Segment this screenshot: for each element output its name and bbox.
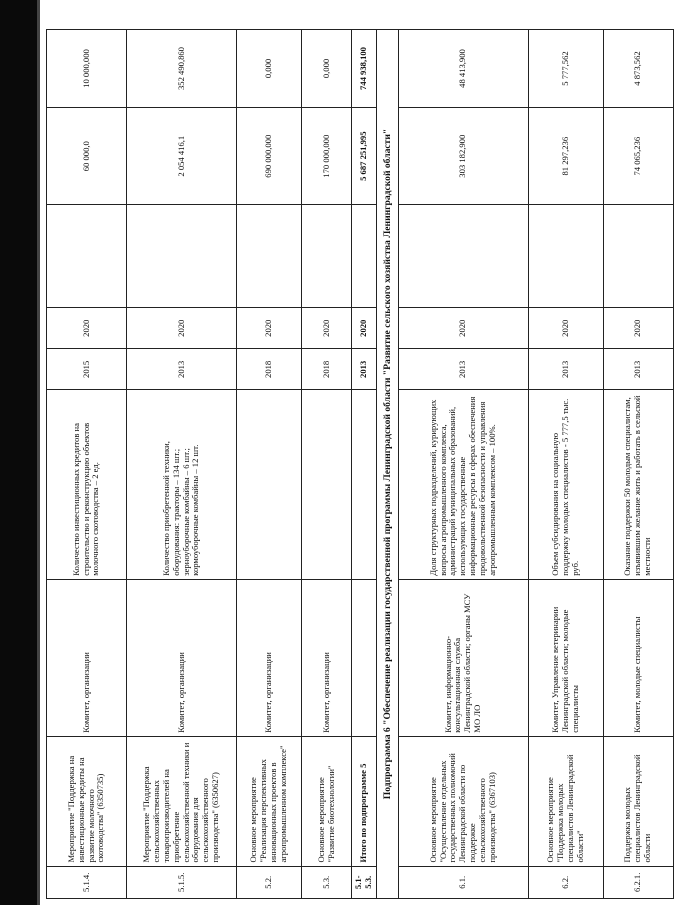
value-year: 352 490,860 — [127, 30, 237, 108]
table-row — [603, 30, 673, 899]
executor: Комитет, организации — [47, 579, 127, 736]
value-year: 48 413,900 — [398, 30, 528, 108]
value-total: 170 000,000 — [302, 108, 352, 205]
empty-cell — [603, 205, 673, 308]
end-year: 2020 — [237, 308, 302, 349]
executor: Комитет, молодые специалисты — [603, 579, 673, 736]
activity-name: Основное мероприятие "Осуществление отдельных государственных полномочий Ленинградской области по поддержке сельскохозяйственного производства" (6367103) — [398, 736, 528, 866]
value-total: 74 065,236 — [603, 108, 673, 205]
start-year: 2015 — [47, 349, 127, 390]
row-number: 5.1-5.3. — [352, 866, 377, 898]
row-number: 5.2. — [237, 866, 302, 898]
value-year: 744 938,100 — [352, 30, 377, 108]
section-title: Подпрограмма 6 "Обеспечение реализации государственной программы Ленинградской области "Развитие сельского хозяйства Ленинградской области" — [376, 30, 398, 899]
value-total: 2 054 416,1 — [127, 108, 237, 205]
indicator — [237, 390, 302, 579]
empty-cell — [352, 579, 377, 736]
value-total: 60 000,0 — [47, 108, 127, 205]
indicator: Объем субсидирования на социальную поддержку молодых специалистов - 5 777,5 тыс. руб. — [528, 390, 603, 579]
indicator: Количество приобретенной техники, оборудования: тракторы – 134 шт.; зерноуборочные комбайны – 6 шт.; кормоуборочные комбайны – 12 шт. — [127, 390, 237, 579]
row-number: 6.2.1. — [603, 866, 673, 898]
value-year: 4 873,562 — [603, 30, 673, 108]
end-year: 2020 — [603, 308, 673, 349]
empty-cell — [528, 205, 603, 308]
start-year: 2018 — [237, 349, 302, 390]
table-row — [237, 30, 302, 899]
start-year: 2013 — [603, 349, 673, 390]
end-year: 2020 — [528, 308, 603, 349]
subtotal-row — [352, 30, 377, 899]
scan-margin — [0, 0, 37, 905]
section-header-row — [376, 30, 398, 899]
row-number: 6.2. — [528, 866, 603, 898]
row-number: 5.1.5. — [127, 866, 237, 898]
executor: Комитет, Управление ветеринарии Ленинградской области; молодые специалисты — [528, 579, 603, 736]
value-year: 10 000,000 — [47, 30, 127, 108]
activity-name: Основное мероприятие "Поддержка молодых специалистов Ленинградской области" — [528, 736, 603, 866]
table-row — [398, 30, 528, 899]
value-total: 81 297,236 — [528, 108, 603, 205]
row-number: 5.1.4. — [47, 866, 127, 898]
activity-name: Мероприятие "Поддержка сельскохозяйственных товаропроизводителей на приобретение сельскохозяйственной техники и оборудования для сельскохозяйственного производства" (6350627) — [127, 736, 237, 866]
subtotal-label: Итого по подпрограмме 5 — [352, 736, 377, 866]
end-year: 2020 — [47, 308, 127, 349]
empty-cell — [352, 390, 377, 579]
empty-cell — [302, 205, 352, 308]
row-number: 5.3. — [302, 866, 352, 898]
table-row — [302, 30, 352, 899]
activity-name: Мероприятие "Поддержка на инвестиционные кредиты на развитие молочного скотоводства" (6350735) — [47, 736, 127, 866]
empty-cell — [237, 205, 302, 308]
value-year: 5 777,562 — [528, 30, 603, 108]
indicator — [302, 390, 352, 579]
indicator: Оказание поддержки 50 молодым специалистам, изъявившим желание жить и работать в сельской местности — [603, 390, 673, 579]
value-year: 0,000 — [302, 30, 352, 108]
value-year: 0,000 — [237, 30, 302, 108]
empty-cell — [352, 205, 377, 308]
start-year: 2018 — [302, 349, 352, 390]
end-year: 2020 — [127, 308, 237, 349]
row-number: 6.1. — [398, 866, 528, 898]
activity-name: Основное мероприятие "Реализация перспективных инновационных проектов в агропромышленном комплексе" — [237, 736, 302, 866]
empty-cell — [127, 205, 237, 308]
end-year: 2020 — [302, 308, 352, 349]
end-year: 2020 — [398, 308, 528, 349]
executor: Комитет, информационно-консультационная служба Ленинградской области; органы МСУ МО ЛО — [398, 579, 528, 736]
start-year: 2013 — [528, 349, 603, 390]
empty-cell — [47, 205, 127, 308]
executor: Комитет, организации — [237, 579, 302, 736]
table-row — [127, 30, 237, 899]
table-row — [528, 30, 603, 899]
start-year: 2013 — [352, 349, 377, 390]
value-total: 5 687 251,995 — [352, 108, 377, 205]
start-year: 2013 — [398, 349, 528, 390]
table-row — [47, 30, 127, 899]
indicator: Количество инвестиционных кредитов на строительство и реконструкцию объектов молочного скотоводства – 2 ед. — [47, 390, 127, 579]
start-year: 2013 — [127, 349, 237, 390]
activity-name: Основное мероприятие "Развитие биотехнологии" — [302, 736, 352, 866]
indicator: Доля структурных подразделений, курирующих вопросы агропромышленного комплекса, администраций муниципальных образований, использующих государственные информационные ресурсы в сферах обеспечения продовольственной безопасности и управления агропромышленным комплексом – 100%. — [398, 390, 528, 579]
program-table — [46, 29, 674, 899]
executor: Комитет, организации — [302, 579, 352, 736]
empty-cell — [398, 205, 528, 308]
executor: Комитет, организации — [127, 579, 237, 736]
end-year: 2020 — [352, 308, 377, 349]
value-total: 303 182,900 — [398, 108, 528, 205]
value-total: 690 000,000 — [237, 108, 302, 205]
rotated-page — [40, 0, 653, 905]
activity-name: Поддержка молодых специалистов Ленинградской области — [603, 736, 673, 866]
